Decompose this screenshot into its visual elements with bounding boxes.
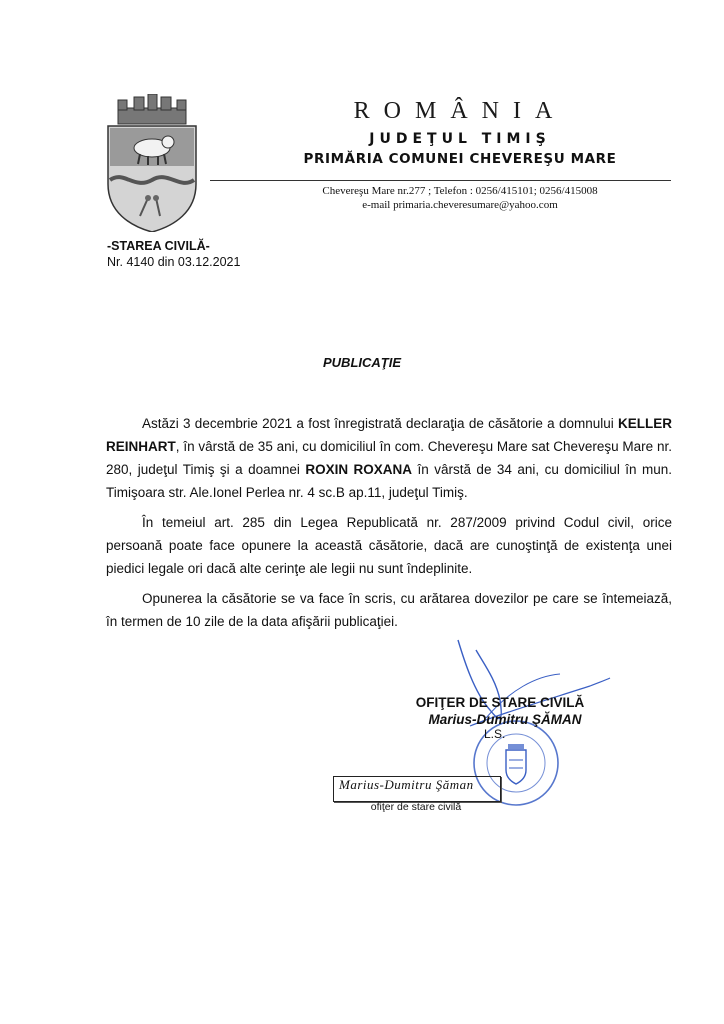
document-title: PUBLICAŢIE — [323, 355, 401, 370]
registry-block — [107, 238, 240, 270]
contact-email-line: e-mail primaria.cheveresumare@yahoo.com — [362, 199, 558, 211]
document-body — [106, 412, 672, 640]
name-stamp-role: ofiţer de stare civilă — [370, 801, 462, 813]
header-county: JUDEŢUL TIMIŞ — [369, 131, 551, 147]
header-contact — [240, 184, 680, 212]
header-divider — [210, 180, 671, 181]
contact-phone-line: Chevereşu Mare nr.277 ; Telefon : 0256/415101; 0256/415008 — [322, 185, 598, 197]
name-stamp — [333, 776, 501, 802]
paragraph-opposition: Opunerea la căsătorie se va face în scris, cu arătarea dovezilor pe care se întemeiază, în termen de 10 zile de la data afişării publicaţiei. — [106, 591, 672, 629]
groom-name: KELLER REINHART — [106, 416, 672, 454]
header-townhall: PRIMĂRIA COMUNEI CHEVEREŞU MARE — [303, 151, 617, 167]
bride-name: ROXIN ROXANA — [305, 462, 413, 477]
registry-number: Nr. 4140 din 03.12.2021 — [107, 255, 241, 269]
name-stamp-text: Marius-Dumitru Şăman — [339, 777, 474, 792]
signatory-title: OFIŢER DE STARE CIVILĂ — [415, 695, 585, 710]
paragraph-declaration: Astăzi 3 decembrie 2021 a fost înregistrată declaraţia de căsătorie a domnului KELLER REINHART, în vârstă de 35 ani, cu domiciliul în com. Chevereşu Mare sat Chevereşu Mare nr. 280, judeţul Timiş şi a doamnei ROXIN ROXANA în vârstă de 34 ani, cu domiciliul în mun. Timişoara str. Ale.Ionel Perlea nr. 4 sc.B ap.11, judeţul Timiş. — [106, 416, 672, 500]
coat-of-arms — [104, 94, 200, 232]
header-country: ROMÂNIA — [353, 98, 567, 124]
signatory-name: Marius-Dumitru ŞĂMAN — [428, 712, 582, 727]
seal-label: L.S. — [484, 727, 506, 741]
paragraph-legal-basis: În temeiul art. 285 din Legea Republicată nr. 287/2009 privind Codul civil, orice persoană poate face opunere la această căsătorie, dacă are cunoştinţă de existenţa unei piedici legale ori dacă alte cerinţe ale legii nu sunt îndeplinite. — [106, 515, 672, 576]
registry-department: -STAREA CIVILĂ- — [107, 239, 210, 253]
